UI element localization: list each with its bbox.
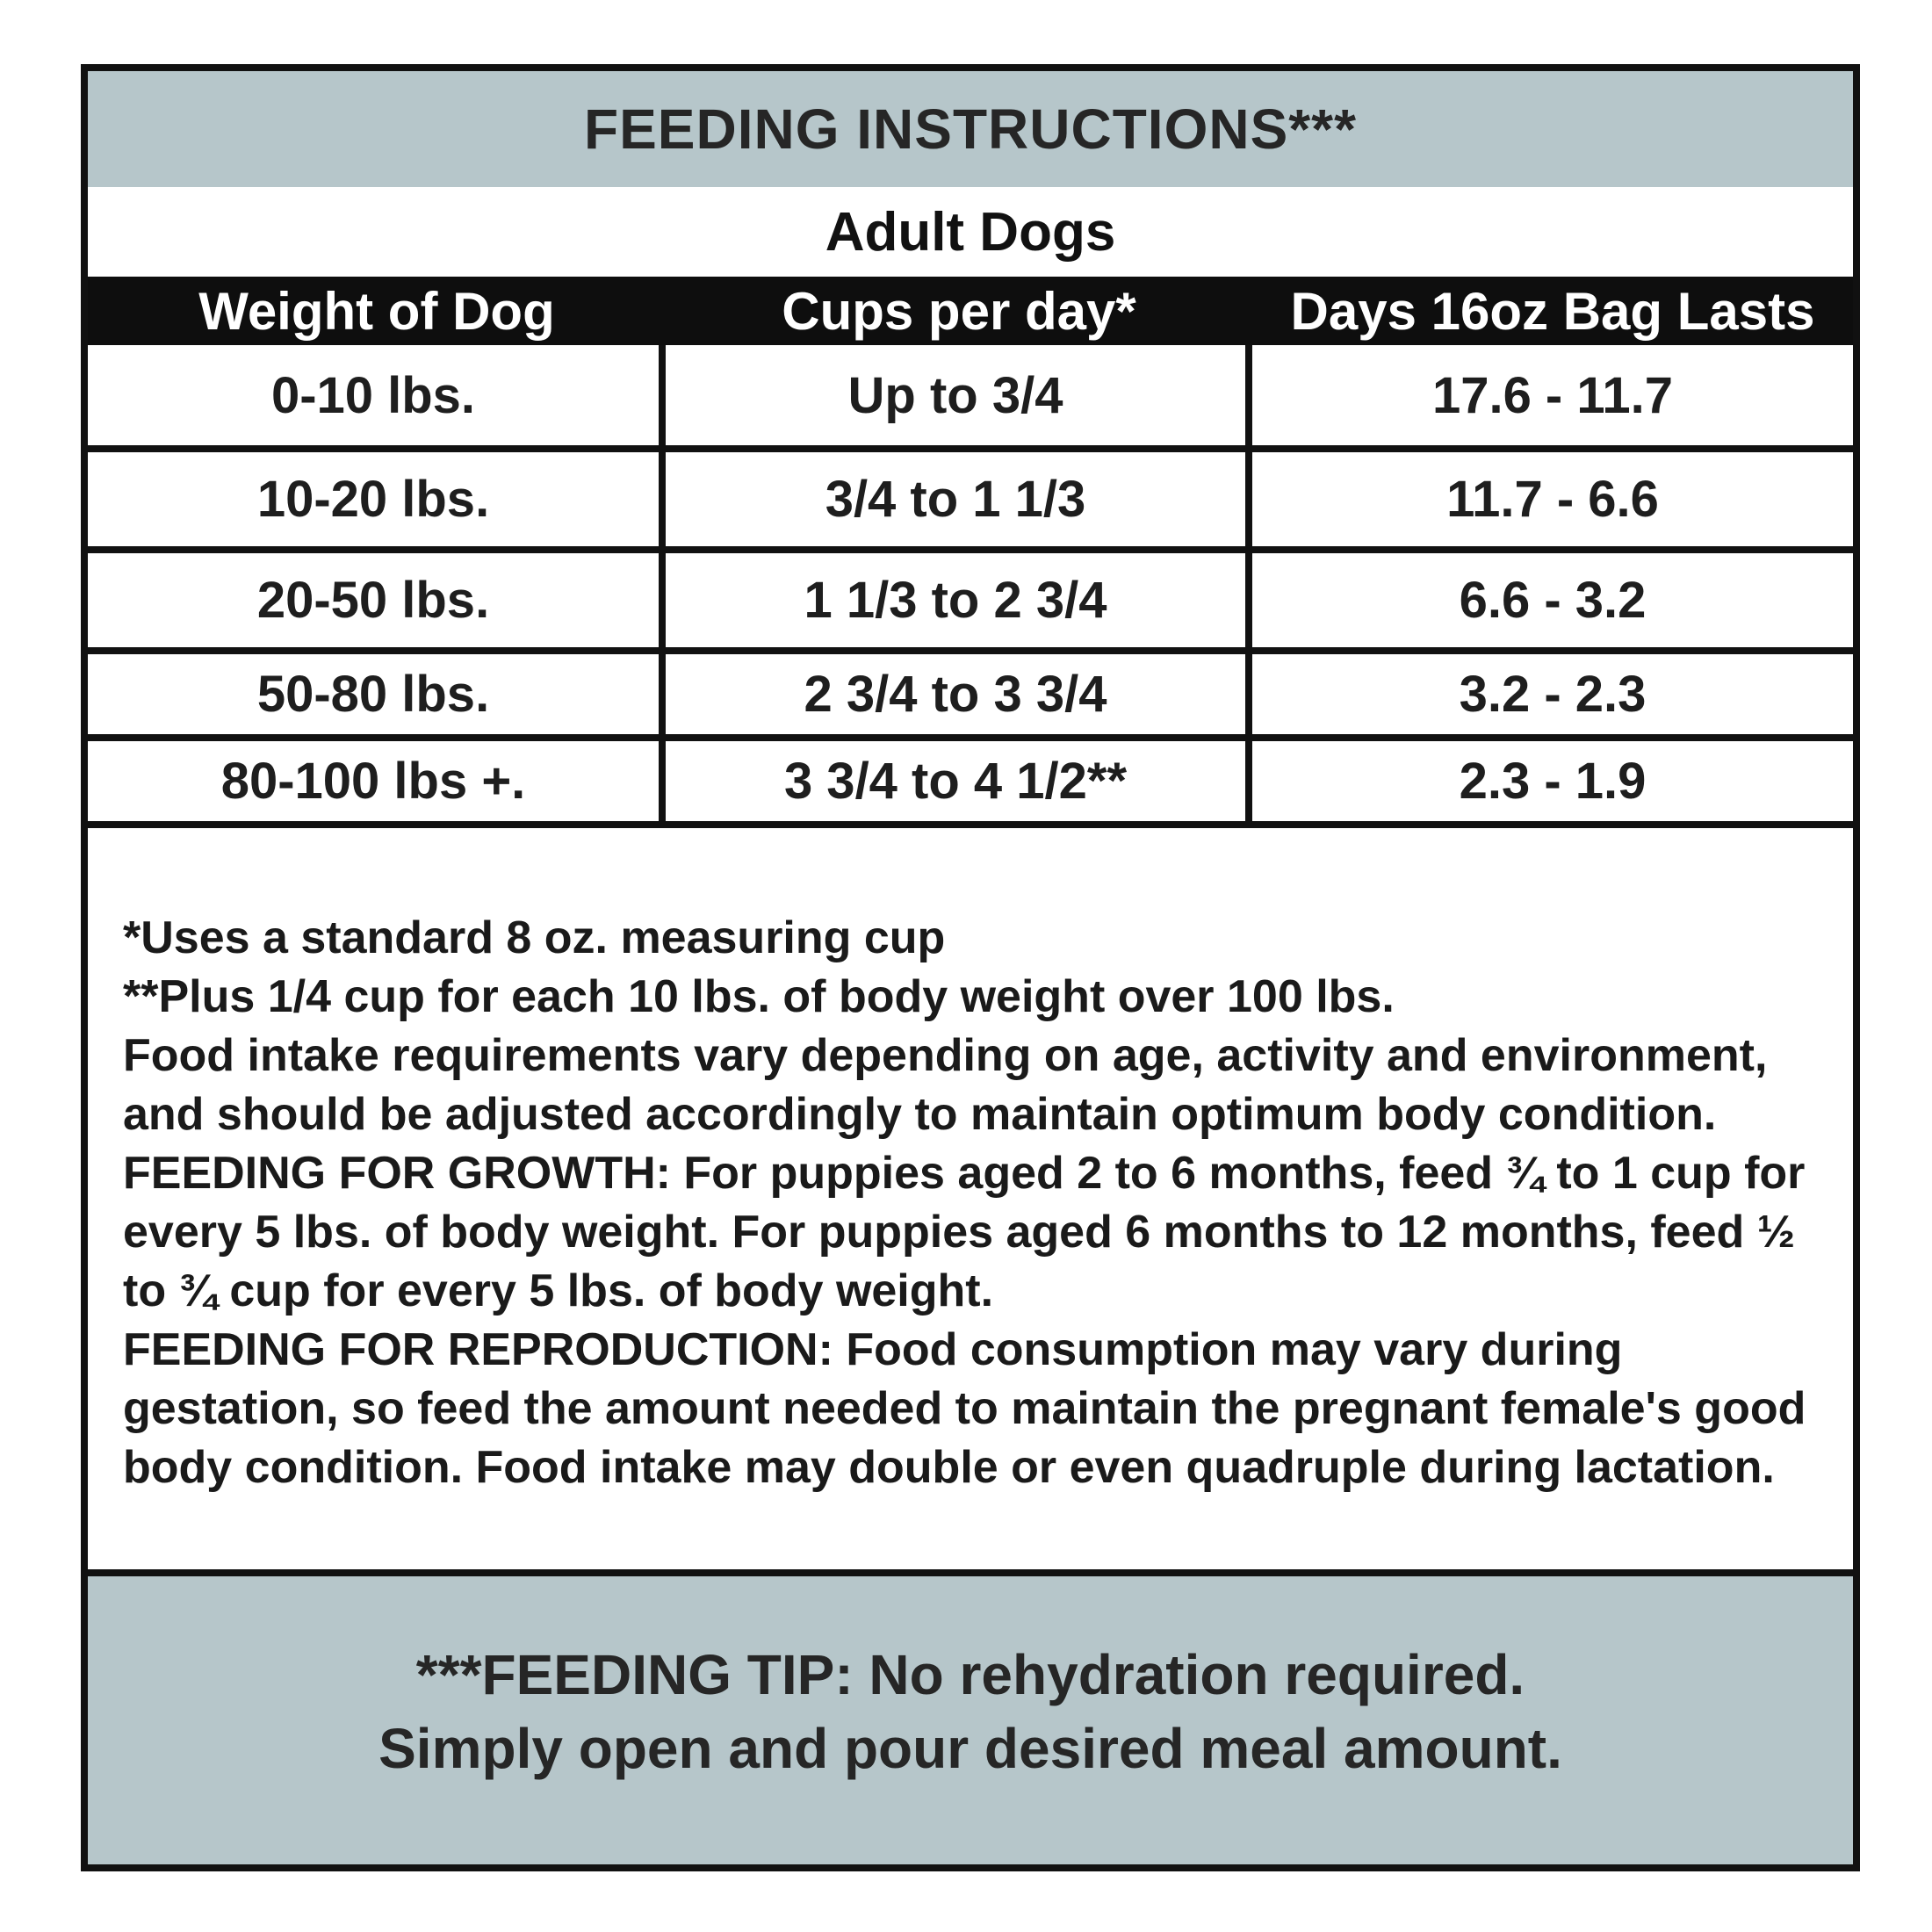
table-header-row: [88, 277, 1853, 345]
feeding-tip-line-2: Simply open and pour desired meal amount.: [378, 1717, 1562, 1780]
weight-cell: 50-80 lbs.: [88, 654, 666, 734]
feeding-tip-line-1: ***FEEDING TIP: No rehydration required.: [415, 1643, 1525, 1706]
feeding-notes: [88, 828, 1853, 1576]
cups-cell: 3/4 to 1 1/3: [666, 452, 1252, 546]
growth-note: FEEDING FOR GROWTH: For puppies aged 2 to 6 months, feed ¾ to 1 cup for every 5 lbs. of body weight. For puppies aged 6 months to 12 months, feed ½ to ¾ cup for every 5 lbs. of body weight.: [123, 1148, 1806, 1316]
cups-cell: Up to 3/4: [666, 345, 1252, 445]
days-cell: 6.6 - 3.2: [1459, 572, 1647, 629]
feeding-instructions-card: [81, 64, 1860, 1871]
weight-cell: 20-50 lbs.: [88, 553, 666, 647]
table-row: [88, 345, 1853, 452]
cups-cell: 1 1/3 to 2 3/4: [666, 553, 1252, 647]
section-subtitle: Adult Dogs: [825, 201, 1116, 263]
days-cell: 3.2 - 2.3: [1459, 666, 1647, 723]
column-header-weight: Weight of Dog: [198, 281, 555, 341]
reproduction-note: FEEDING FOR REPRODUCTION: Food consumption may vary during gestation, so feed the amount needed to maintain the pregnant female's good body condition. Food intake may double or even quadruple during lactation.: [123, 1324, 1806, 1493]
table-body: [88, 345, 1853, 828]
large-dog-footnote: **Plus 1/4 cup for each 10 lbs. of body weight over 100 lbs.: [123, 971, 1395, 1022]
subtitle-band: [88, 187, 1853, 277]
weight-cell: 10-20 lbs.: [88, 452, 666, 546]
days-cell: 17.6 - 11.7: [1431, 366, 1674, 424]
weight-cell: 0-10 lbs.: [88, 345, 666, 445]
title-band: [88, 71, 1853, 187]
table-row: [88, 553, 1853, 654]
table-row: [88, 452, 1853, 553]
column-header-cups: Cups per day*: [782, 281, 1136, 341]
cup-footnote: *Uses a standard 8 oz. measuring cup: [123, 912, 946, 963]
feeding-tip-band: [88, 1576, 1853, 1864]
column-header-days: Days 16oz Bag Lasts: [1290, 281, 1815, 341]
weight-cell: 80-100 lbs +.: [88, 741, 666, 821]
table-row: [88, 741, 1853, 828]
intake-note: Food intake requirements vary depending on age, activity and environment, and should be adjusted accordingly to maintain optimum body condition.: [123, 1030, 1768, 1140]
page-title: FEEDING INSTRUCTIONS***: [584, 97, 1357, 161]
table-row: [88, 654, 1853, 741]
days-cell: 2.3 - 1.9: [1459, 753, 1647, 810]
cups-cell: 2 3/4 to 3 3/4: [666, 654, 1252, 734]
cups-cell: 3 3/4 to 4 1/2**: [666, 741, 1252, 821]
days-cell: 11.7 - 6.6: [1446, 471, 1659, 528]
